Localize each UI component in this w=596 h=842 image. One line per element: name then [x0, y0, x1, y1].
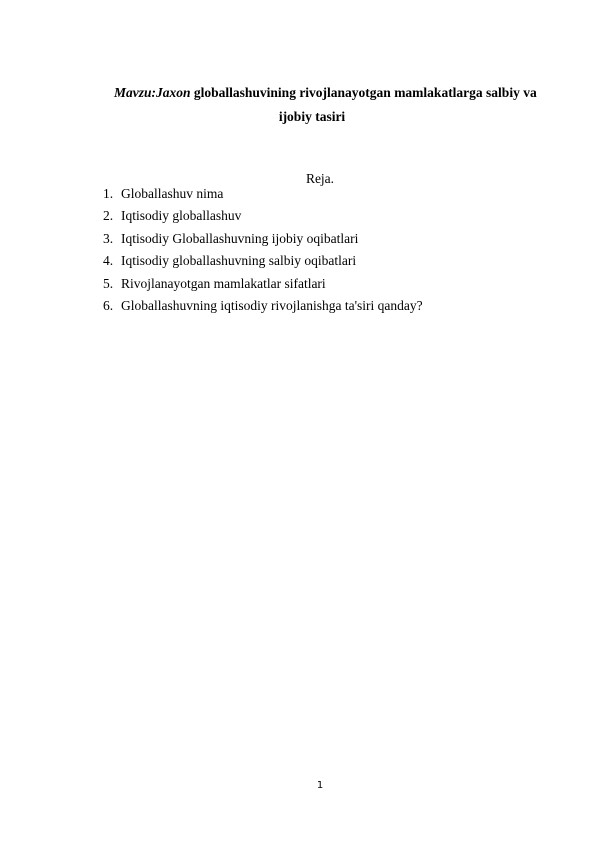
plan-item-text: Iqtisodiy globallashuvning salbiy oqibatlari: [121, 253, 357, 269]
plan-item-text: Iqtisodiy globallashuv: [121, 208, 242, 224]
document-title-line-1: [114, 84, 537, 102]
plan-item-text: Rivojlanayotgan mamlakatlar sifatlari: [121, 275, 326, 291]
plan-item-text: Globallashuvning iqtisodiy rivojlanishga ta'siri qanday?: [121, 297, 423, 313]
title-text: globallashuvining rivojlanayotgan mamlakatlarga salbiy va: [190, 85, 537, 100]
document-title-line-2: ijobiy tasiri: [278, 109, 346, 124]
plan-item: [103, 298, 423, 320]
plan-item: [103, 186, 423, 208]
plan-item-number: 1.: [103, 186, 114, 201]
plan-heading: Reja.: [305, 171, 335, 186]
plan-item-number: 3.: [103, 230, 114, 246]
plan-list: [103, 186, 423, 320]
plan-item-number: 6.: [103, 297, 114, 313]
page-number: 1: [316, 780, 324, 791]
plan-item: [103, 253, 423, 275]
plan-item-number: 2.: [103, 208, 114, 224]
plan-item-text: Globallashuv nima: [121, 186, 224, 201]
plan-item-text: Iqtisodiy Globallashuvning ijobiy oqibatlari: [121, 230, 359, 246]
plan-item-number: 5.: [103, 275, 114, 291]
topic-prefix: Mavzu:Jaxon: [114, 85, 191, 100]
plan-item: [103, 276, 423, 298]
plan-item: [103, 208, 423, 230]
plan-item-number: 4.: [103, 253, 114, 269]
plan-item: [103, 231, 423, 253]
